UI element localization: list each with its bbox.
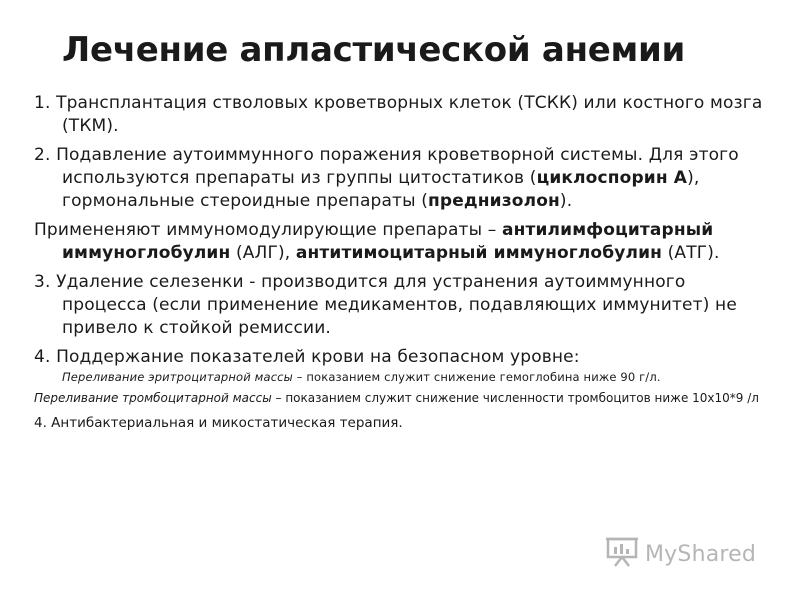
text-part: (АЛГ),	[230, 243, 296, 263]
text-part: 2. Подавление аутоиммунного поражения кроветворной системы. Для этого используются препараты из группы цитостатиков (	[34, 145, 739, 188]
item-immunomodulators	[34, 219, 774, 265]
item-splenectomy: 3. Удаление селезенки - производится для устранения аутоиммунного процесса (если применение медикаментов, подавляющих иммунитет) не привело к стойкой ремиссии.	[34, 272, 737, 338]
item-immunosuppression	[34, 144, 774, 213]
drug-name: антилимфоцитарный иммуноглобулин	[62, 220, 714, 263]
item-antibacterial: 4. Антибактериальная и микостатическая терапия.	[34, 415, 403, 431]
sub-item-rbc-transfusion	[62, 369, 774, 385]
text-part: – показанием служит снижение численности тромбоцитов ниже 10х10*9 /л	[271, 391, 759, 405]
drug-name: преднизолон	[428, 191, 560, 211]
text-part: ), гормональные стероидные препараты (	[62, 168, 700, 211]
slide-content	[34, 92, 774, 432]
item-blood-support	[34, 346, 774, 385]
italic-term: Переливание эритроцитарной массы	[62, 370, 293, 384]
item-transplant: 1. Трансплантация стволовых кроветворных клеток (ТСКК) или костного мозга (ТКМ).	[34, 93, 763, 136]
slide-title: Лечение апластической анемии	[62, 30, 686, 70]
drug-name: циклоспорин А	[536, 168, 688, 188]
watermark	[605, 537, 756, 571]
item-platelet-transfusion	[34, 391, 774, 406]
text-part: Примененяют иммуномодулирующие препараты –	[34, 220, 502, 240]
drug-name: антитимоцитарный иммуноглобулин	[295, 243, 663, 263]
text-part: – показанием служит снижение гемоглобина ниже 90 г/л.	[292, 370, 661, 384]
italic-term: Переливание тромбоцитарной массы	[34, 391, 272, 405]
presentation-board-icon	[605, 536, 639, 572]
text-part: 4. Поддержание показателей крови на безопасном уровне:	[34, 347, 580, 367]
watermark-text: MyShared	[645, 541, 757, 567]
text-part: (АТГ).	[662, 243, 720, 263]
text-part: ).	[559, 191, 573, 211]
